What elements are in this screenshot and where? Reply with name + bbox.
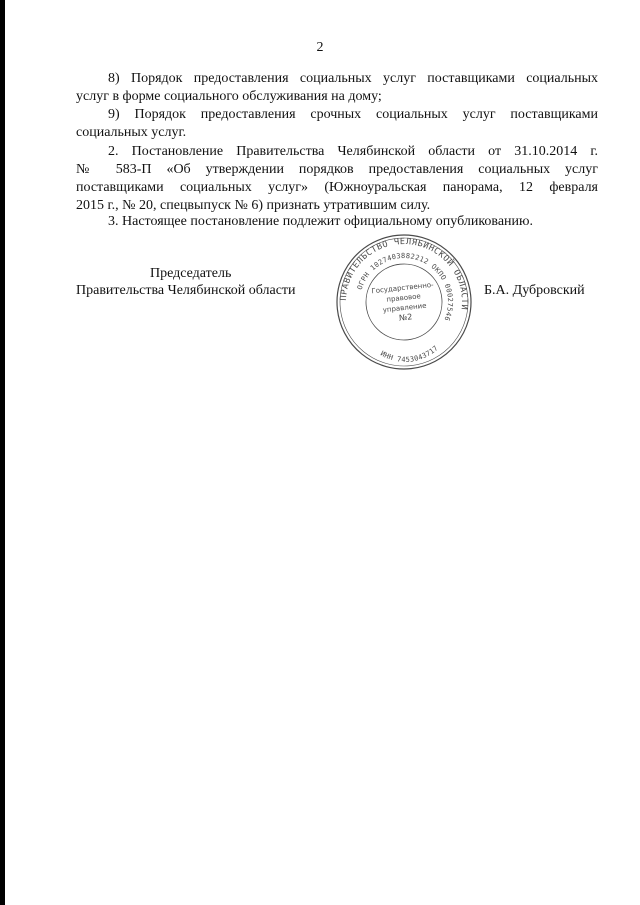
paragraph-item-9-line-1: 9) Порядок предоставления срочных социальных услуг поставщиками bbox=[108, 107, 598, 122]
stamp-center-line-3: управление bbox=[382, 301, 427, 315]
paragraph-item-8-line-1: 8) Порядок предоставления социальных услуг поставщиками социальных bbox=[108, 71, 598, 86]
stamp-outer-text: ПРАВИТЕЛЬСТВО ЧЕЛЯБИНСКОЙ ОБЛАСТИ bbox=[338, 236, 470, 311]
paragraph-point-2-line-3: поставщиками социальных услуг» (Южноуральская панорама, 12 февраля bbox=[76, 180, 598, 195]
stamp-center-line-1: Государственно- bbox=[371, 280, 435, 296]
stamp-center-line-2: правовое bbox=[386, 292, 422, 304]
signature-title-line-1: Председатель bbox=[150, 266, 232, 281]
official-stamp-graphic bbox=[334, 232, 474, 372]
scan-border bbox=[0, 0, 5, 905]
stamp-inn-text: ИНН 7453043717 bbox=[378, 344, 440, 364]
paragraph-item-9-line-2: социальных услуг. bbox=[76, 125, 187, 140]
paragraph-point-2-line-2: № 583-П «Об утверждении порядков предоставления социальных услуг bbox=[76, 162, 598, 177]
page-number: 2 bbox=[316, 40, 324, 55]
stamp-ogrn-text: ОГРН 1027403882212 ОКПО 00027546 bbox=[355, 251, 455, 323]
paragraph-point-2-line-1: 2. Постановление Правительства Челябинской области от 31.10.2014 г. bbox=[108, 144, 598, 159]
signatory-name: Б.А. Дубровский bbox=[484, 283, 585, 298]
stamp-center-line-4: №2 bbox=[398, 312, 413, 323]
official-stamp bbox=[334, 232, 474, 372]
paragraph-point-3: 3. Настоящее постановление подлежит официальному опубликованию. bbox=[108, 214, 533, 229]
paragraph-point-2-line-4: 2015 г., № 20, спецвыпуск № 6) признать утратившим силу. bbox=[76, 198, 431, 213]
signature-title-line-2: Правительства Челябинской области bbox=[76, 283, 296, 298]
paragraph-item-8-line-2: услуг в форме социального обслуживания на дому; bbox=[76, 89, 382, 104]
